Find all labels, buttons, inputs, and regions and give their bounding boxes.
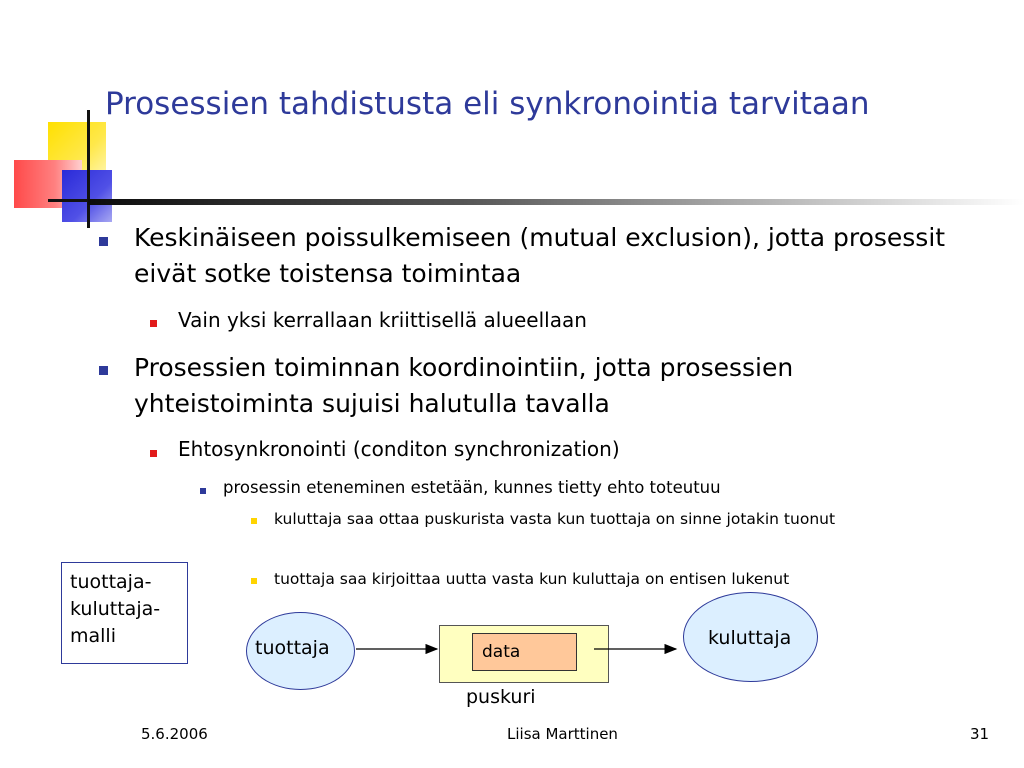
footer-author: Liisa Marttinen: [507, 725, 618, 743]
bullet-coordination: Prosessien toiminnan koordinointiin, jotta prosessien yhteistoiminta sujuisi halutulla tavalla: [134, 353, 794, 418]
bullet-producer-rule: tuottaja saa kirjoittaa uutta vasta kun kuluttaja on entisen lukenut: [274, 570, 790, 588]
bullet-consumer-rule: kuluttaja saa ottaa puskurista vasta kun tuottaja on sinne jotakin tuonut: [274, 510, 836, 528]
footer-page-number: 31: [970, 725, 990, 743]
footer-date: 5.6.2006: [141, 725, 208, 743]
buffer-label: puskuri: [466, 686, 536, 708]
model-label: tuottaja- kuluttaja- malli: [70, 571, 161, 647]
bullet-progress-blocked: prosessin eteneminen estetään, kunnes tietty ehto toteutuu: [223, 478, 721, 497]
slide-title: Prosessien tahdistusta eli synkronointia tarvitaan: [105, 86, 870, 122]
consumer-label: kuluttaja: [708, 627, 792, 649]
bullet-mutual-exclusion: Keskinäiseen poissulkemiseen (mutual exclusion), jotta prosessit eivät sotke toistensa toimintaa: [134, 223, 946, 288]
bullet-critical-section: Vain yksi kerrallaan kriittisellä alueellaan: [178, 308, 587, 332]
data-label: data: [482, 642, 521, 662]
bullet-condition-sync: Ehtosynkronointi (conditon synchronization): [178, 437, 620, 461]
producer-label: tuottaja: [255, 637, 330, 659]
